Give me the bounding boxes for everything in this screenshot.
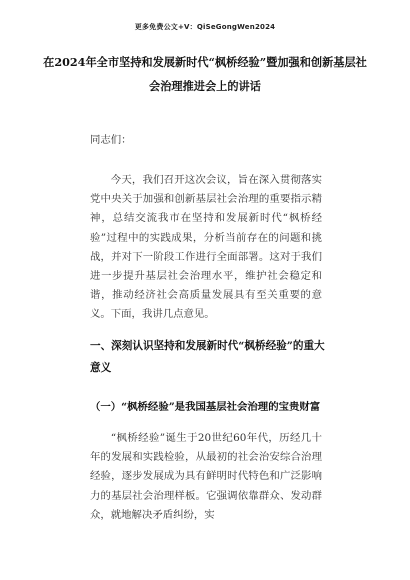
page-header-note: 更多免费公文+V：QiSeGongWen2024 [134,23,276,31]
subsection-heading: （一）“枫桥经验”是我国基层社会治理的宝贵财富 [90,401,321,413]
document-title: 在2024年全市坚持和发展新时代“枫桥经验”暨加强和创新基层社会治理推进会上的讲话 [43,55,367,93]
body-paragraph: “枫桥经验”诞生于20世纪60年代，历经几十年的发展和实践检验，从最初的社会治安综合治理经验，逐步发展成为具有鲜明时代特色和广泛影响力的基层社会治理样板。它强调依靠群众、发动群众，就地解决矛盾纠纷，实 [90,432,322,521]
body-paragraph: 今天，我们召开这次会议，旨在深入贯彻落实党中央关于加强和创新基层社会治理的重要指示精神，总结交流我市在坚持和发展新时代“枫桥经验”过程中的实践成果，分析当前存在的问题和挑战，并对下一阶段工作进行全面部署。这对于我们进一步提升基层社会治理水平，维护社会稳定和谐，推动经济社会高质量发展具有至关重要的意义。下面，我讲几点意见。 [90,174,322,321]
section-heading: 一、深刻认识坚持和发展新时代“枫桥经验”的重大意义 [90,340,325,374]
salutation: 同志们： [90,134,132,146]
